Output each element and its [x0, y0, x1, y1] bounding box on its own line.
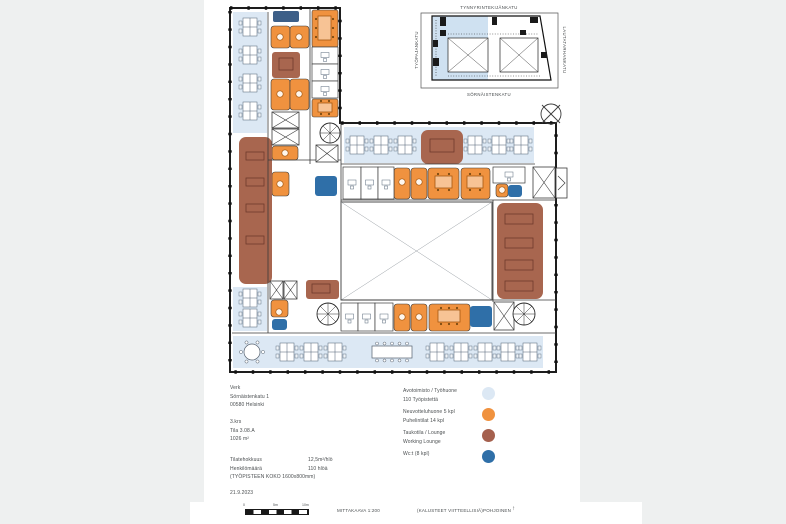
project-address: Sörnäistenkatu 1: [230, 393, 270, 400]
round-table: [296, 91, 302, 97]
zone-wc-block: [272, 319, 287, 330]
office-room: [361, 167, 378, 199]
zone-wc-block: [470, 306, 492, 327]
furniture-note: (KALUSTEET VIITTEELLISIÄ): [417, 508, 483, 513]
project-name: Verk: [230, 385, 241, 391]
site-plan: [414, 5, 567, 97]
zone-lounge-room: [272, 52, 300, 78]
round-table: [399, 314, 405, 320]
title-block: [230, 384, 269, 410]
space-room: Tila 3.08.A: [230, 427, 255, 434]
office-room: [343, 167, 361, 199]
office-room: [378, 167, 394, 199]
legend-dot-lounge: [482, 429, 495, 442]
efficiency-label: Tilatehokkuus: [230, 457, 262, 463]
courtyard: [341, 202, 492, 300]
round-table: [416, 314, 422, 320]
legend-item-open-office: Avotoimisto / Työhuone 110 Työpistettä: [403, 387, 513, 404]
efficiency-value: 12,5m²/hlö: [308, 457, 333, 463]
round-table: [499, 187, 505, 193]
scale-tick-5: 5m: [273, 503, 278, 507]
zone-wc-block: [508, 185, 522, 197]
meeting-table: [435, 173, 452, 191]
headcount-label: Henkilömäärä: [230, 465, 263, 472]
space-block: [230, 418, 255, 444]
office-room: [312, 64, 338, 81]
shaft: [533, 167, 555, 198]
zone-lounge-left: [239, 137, 272, 284]
zone-lounge-small: [306, 280, 339, 299]
shaft: [316, 145, 338, 162]
headcount-value: 110 hlöä: [308, 465, 328, 472]
round-table: [416, 179, 422, 185]
project-city: 00580 Helsinki: [230, 402, 265, 408]
office-room: [358, 303, 375, 331]
office-room: [341, 303, 358, 331]
street-label-bottom: SÖRNÄISTENKATU: [467, 92, 511, 97]
shaft: [272, 129, 299, 145]
compass-icon: [541, 104, 561, 124]
north-arrow-icon: ↑: [512, 506, 516, 512]
shaft: [270, 281, 283, 299]
spiral-stair: [320, 123, 340, 143]
office-room: [493, 167, 525, 183]
legend-dot-meeting: [482, 408, 495, 421]
scale-bar: [245, 509, 309, 515]
scale-tick-10: 10m: [302, 503, 309, 507]
shaft: [272, 112, 299, 128]
spiral-stair: [317, 303, 339, 325]
north-label: POHJOINEN: [483, 508, 512, 513]
entrance: [556, 168, 567, 198]
scale-tick-0: 0: [243, 503, 245, 507]
round-table: [296, 34, 302, 40]
street-label-left: TYÖPAJANKATU: [414, 31, 419, 69]
street-label-right: LAUTATARHANKATU: [562, 26, 567, 74]
workstation-note: (TYÖPISTEEN KOKO 1600x800mm): [230, 474, 316, 480]
zone-media-bench: [273, 11, 299, 22]
office-room: [375, 303, 393, 331]
space-floor: 3.krs: [230, 419, 242, 425]
space-area: 1026 m²: [230, 436, 250, 442]
office-room: [312, 47, 338, 64]
round-table: [282, 150, 288, 156]
meeting-table: [315, 16, 334, 40]
legend-dot-wc: [482, 450, 495, 463]
spiral-stair: [513, 303, 535, 325]
zone-lounge-mid: [421, 130, 463, 164]
legend-item-wc: Wc:t (8 kpl): [403, 450, 513, 459]
scale-label: MITTAKAAVA 1:200: [337, 508, 380, 513]
zone-wc-block: [315, 176, 337, 196]
office-room: [312, 81, 338, 98]
legend-item-lounge: Taukotila / Lounge Working Lounge: [403, 429, 513, 446]
round-table: [399, 179, 405, 185]
meeting-table: [438, 307, 460, 325]
round-table: [276, 309, 282, 315]
legend-dot-open-office: [482, 387, 495, 400]
round-table: [277, 91, 283, 97]
street-label-top: TYNNYRINTEKIJÄNKATU: [460, 5, 518, 10]
shaft: [494, 302, 514, 330]
round-table: [277, 34, 283, 40]
round-table: [277, 181, 283, 187]
shaft: [284, 281, 297, 299]
date-label: 21.9.2023: [230, 490, 254, 496]
metrics-block: [230, 456, 333, 482]
zone-lounge-right: [497, 203, 543, 299]
meeting-table: [467, 173, 483, 191]
legend-item-meeting: Neuvotteluhuone 5 kpl Puhelintilat 14 kpl: [403, 408, 513, 425]
